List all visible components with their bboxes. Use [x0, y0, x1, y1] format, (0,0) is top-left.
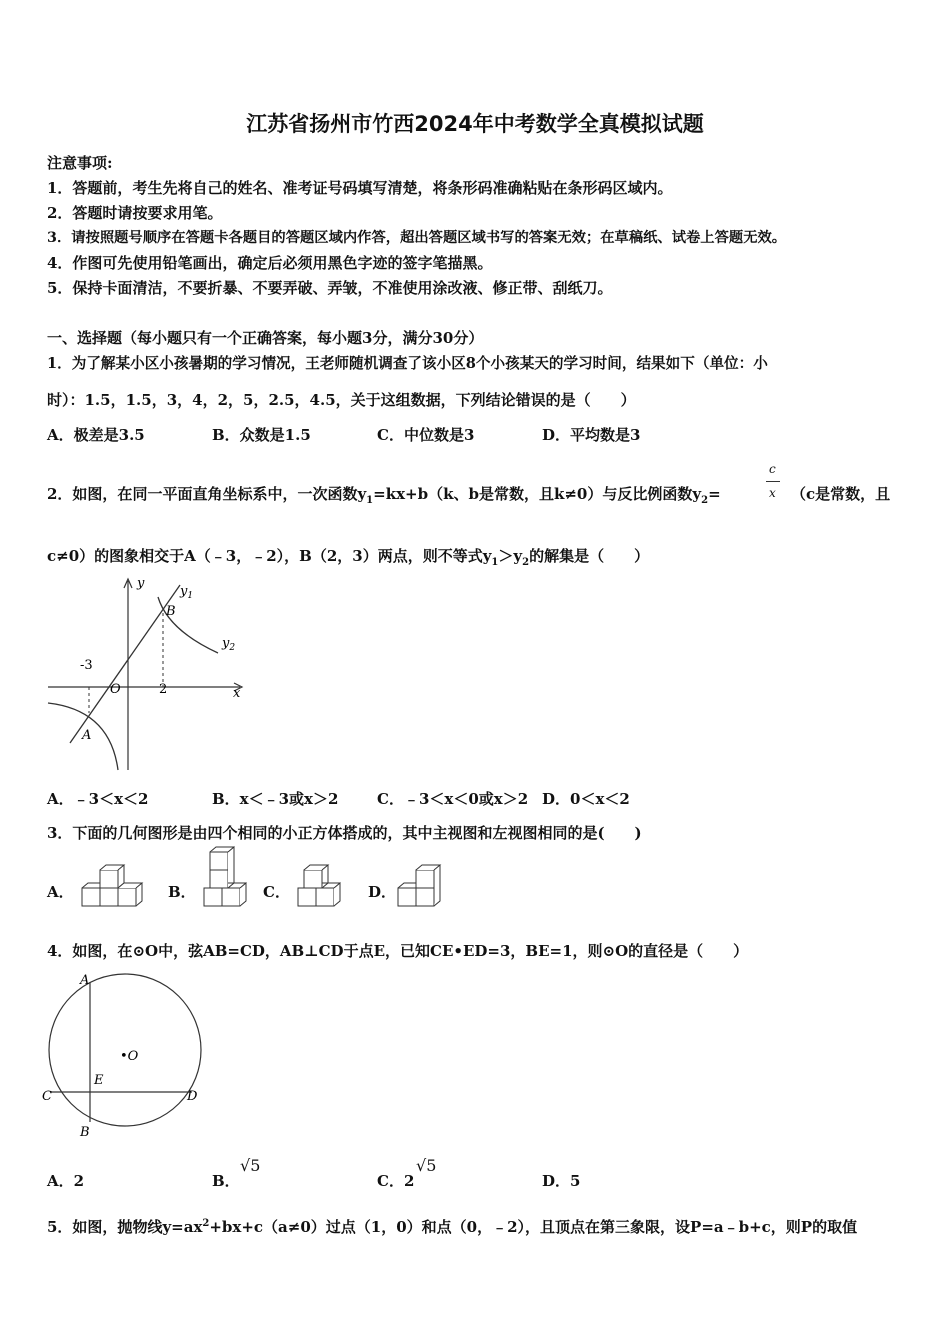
q4-option-a: A．2 [47, 1172, 85, 1190]
q1-option-c: C．中位数是3 [377, 426, 475, 444]
label-b: B [80, 1125, 90, 1140]
q2-graph [40, 575, 250, 775]
tick-neg3-label: -3 [80, 658, 93, 673]
q3-option-b: B． [168, 883, 196, 901]
q2-text-1: 2．如图，在同一平面直角坐标系中，一次函数y [47, 485, 367, 503]
label-o: •O [120, 1049, 139, 1064]
q2-line2-text-2: ＞y [498, 547, 523, 565]
label-a: A [80, 973, 90, 988]
point-a-label: A [82, 728, 92, 743]
notice-item-1: 1．答题前，考生先将自己的姓名、准考证号码填写清楚，将条形码准确粘贴在条形码区域内。 [47, 179, 673, 197]
notice-heading: 注意事项: [47, 154, 113, 172]
q1-option-d: D．平均数是3 [542, 426, 641, 444]
q2-line1 [47, 483, 721, 506]
q2-option-c: C．﹣3＜x＜0或x＞2 [377, 790, 529, 808]
q3-option-c: C． [263, 883, 290, 901]
q2-text-2: =kx+b（k、b是常数，且k≠0）与反比例函数y [373, 485, 702, 503]
q3-figure-a [80, 862, 142, 908]
q3-option-d: D． [368, 883, 397, 901]
q4-option-c-radical: √5 [416, 1156, 437, 1175]
q2-line2-sub-2: 2 [522, 557, 530, 568]
q5-sup: 2 [202, 1218, 210, 1229]
q5-text-2: +bx+c（a≠0）过点（1，0）和点（0，﹣2），且顶点在第三象限，设P=a﹣b+c，则P的取值 [209, 1218, 858, 1236]
page-title: 江苏省扬州市竹西2024年中考数学全真模拟试题 [246, 112, 704, 136]
section-heading: 一、选择题（每小题只有一个正确答案，每小题3分，满分30分） [47, 329, 484, 347]
label-c: C [42, 1089, 52, 1104]
q1-option-a: A．极差是3.5 [47, 426, 145, 444]
q2-text-3: = [708, 485, 721, 503]
q2-option-a: A．﹣3＜x＜2 [47, 790, 149, 808]
y-axis-label: y [137, 576, 145, 591]
q2-fraction-bar [766, 481, 780, 482]
q3-figure-d [396, 860, 448, 910]
tick-2-label: 2 [159, 682, 168, 697]
q3-figure-b [202, 850, 248, 910]
q2-fraction-numerator: c [769, 462, 776, 476]
q2-sub-1: 1 [366, 495, 374, 506]
label-e: E [94, 1073, 104, 1088]
q1-line2: 时）：1.5，1.5，3，4，2，5，2.5，4.5，关于这组数据，下列结论错误的是（ ） [47, 391, 636, 409]
q2-line2-text-3: 的解集是（ ） [529, 547, 650, 565]
notice-item-4: 4．作图可先使用铅笔画出，确定后必须用黑色字迹的签字笔描黑。 [47, 254, 493, 272]
q2-option-b: B．x＜﹣3或x＞2 [212, 790, 339, 808]
q4-option-b: B． [212, 1172, 240, 1190]
q2-line2 [47, 545, 649, 568]
q4-option-c: C．2 [377, 1172, 415, 1190]
q2-option-d: D．0＜x＜2 [542, 790, 630, 808]
q3-text: 3．下面的几何图形是由四个相同的小正方体搭成的，其中主视图和左视图相同的是( ) [47, 824, 642, 842]
q2-sub-2: 2 [701, 495, 709, 506]
q3-option-a: A． [47, 883, 74, 901]
y1-label: $y_1$ [180, 584, 194, 601]
point-b-label: B [166, 604, 176, 619]
y2-label: $y_2$ [222, 636, 236, 653]
q4-option-b-radical: √5 [240, 1156, 261, 1175]
label-d: D [187, 1089, 198, 1104]
notice-item-5: 5．保持卡面清洁，不要折暴、不要弄破、弄皱，不准使用涂改液、修正带、刮纸刀。 [47, 279, 613, 297]
q3-figure-c [296, 860, 346, 910]
q5-text [47, 1216, 857, 1237]
q1-option-b: B．众数是1.5 [212, 426, 311, 444]
q4-text: 4．如图，在⊙O中，弦AB=CD，AB⊥CD于点E，已知CE•ED=3，BE=1，则⊙O的直径是（ ） [47, 942, 749, 960]
q2-line1-tail: （c是常数，且 [791, 485, 891, 503]
x-axis-label: x [233, 686, 241, 701]
q5-text-1: 5．如图，抛物线y=ax [47, 1218, 203, 1236]
q1-line1: 1．为了解某小区小孩暑期的学习情况，王老师随机调查了该小区8个小孩某天的学习时间，结果如下（单位：小 [47, 355, 768, 372]
notice-item-2: 2．答题时请按要求用笔。 [47, 204, 223, 222]
q4-circle-figure [42, 970, 207, 1145]
notice-item-3: 3．请按照题号顺序在答题卡各题目的答题区域内作答，超出答题区域书写的答案无效；在草稿纸、试卷上答题无效。 [47, 230, 787, 246]
q2-line2-sub-1: 1 [491, 557, 499, 568]
q2-fraction-denominator: x [769, 486, 776, 500]
q4-option-d: D．5 [542, 1172, 581, 1190]
q2-line2-text-1: c≠0）的图象相交于A（﹣3，﹣2），B（2，3）两点，则不等式y [47, 547, 492, 565]
origin-label: O [110, 682, 121, 697]
